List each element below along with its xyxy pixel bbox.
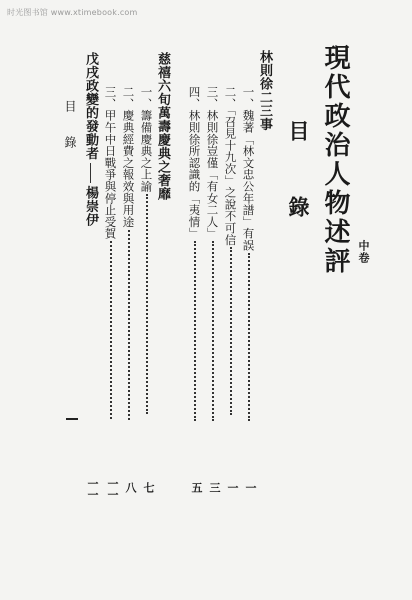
running-head-char-2: 錄 (63, 136, 77, 148)
toc-entry[interactable] (188, 86, 200, 423)
section-title-wuxu: 戊戌政變的發動者 (83, 52, 98, 160)
toc-heading (288, 120, 309, 217)
em-dash (89, 163, 91, 183)
toc-entry-text: 一、籌備慶典之上諭 (139, 86, 154, 193)
toc-heading-char-2: 錄 (286, 196, 311, 217)
leader-dots (145, 194, 148, 414)
toc-entry[interactable] (84, 52, 97, 227)
leader-dots (193, 241, 196, 421)
toc-entry-page: 八 (124, 482, 137, 493)
book-title: 現代政治人物述評 (320, 44, 350, 276)
leader-dots (247, 253, 250, 421)
folio-number (66, 418, 78, 420)
toc-entry-page: 一 (226, 482, 239, 493)
toc-entry-page: 一一 (106, 478, 119, 500)
toc-entry[interactable] (206, 86, 218, 423)
toc-entry[interactable] (242, 86, 254, 423)
toc-entry-page: 七 (142, 482, 155, 493)
section-title-lin-zexu: 林則徐二三事 (257, 50, 272, 131)
running-head (64, 100, 76, 148)
toc-entry[interactable] (224, 86, 236, 417)
toc-entry-text: 二、「召見十九次」之說不可信 (223, 86, 238, 246)
section-author: 楊崇伊 (83, 186, 98, 227)
toc-entry-page: 五 (190, 482, 203, 493)
running-head-char-1: 目 (63, 100, 77, 112)
toc-heading-char-1: 目 (286, 120, 311, 141)
leader-dots (127, 230, 130, 420)
toc-entry-page: 一 (244, 482, 257, 493)
toc-entry[interactable] (140, 86, 152, 416)
watermark: 时光图书馆 www.xtimebook.com (7, 8, 138, 17)
leader-dots (211, 241, 214, 421)
toc-entry-text: 三、林則徐豈僅「有女二人」 (205, 86, 220, 240)
leader-dots (229, 247, 232, 415)
toc-entry-page: 三 (208, 482, 221, 493)
leader-dots (109, 241, 112, 419)
volume-label: 中卷 (357, 240, 370, 264)
toc-entry-text: 二、慶典經費之報效與用途 (121, 86, 136, 228)
toc-entry[interactable] (122, 86, 134, 422)
section-title-cixi: 慈禧六旬萬壽慶典之奢靡 (155, 52, 170, 201)
toc-entry-text: 四、林則徐所認識的「夷情」 (187, 86, 202, 240)
toc-entry-page: 一一 (86, 478, 99, 500)
toc-entry[interactable] (104, 86, 116, 421)
toc-entry-text: 一、魏著「林文忠公年譜」有誤 (241, 86, 256, 252)
toc-entry-text: 三、甲午中日戰爭與停止受賀 (103, 86, 118, 240)
